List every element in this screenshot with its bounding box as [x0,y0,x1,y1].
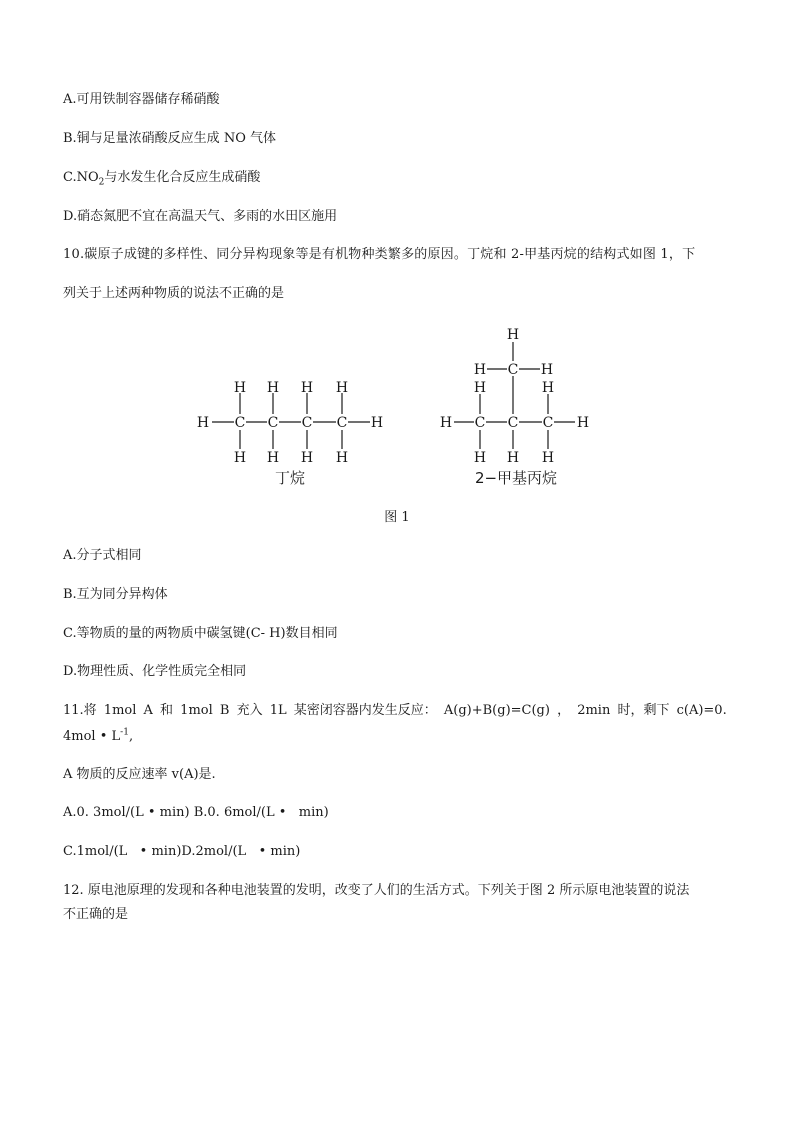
q10-option-a: A.分子式相同 [63,548,142,563]
atom-c: C [474,415,486,431]
q12-stem-line1: 12. 原电池原理的发现和各种电池装置的发明，改变了人们的生活方式。下列关于图 2 所示原电池装置的说法 [63,883,690,898]
isobutane-label: 2−甲基丙烷 [474,469,558,487]
atom-h: H [473,450,487,466]
atom-c: C [267,415,279,431]
atom-h: H [370,415,384,431]
atom-h: H [335,450,349,466]
q11-stem-line2-superscript: -1 [120,727,129,738]
atom-c: C [234,415,246,431]
atom-h: H [506,327,520,343]
q9-option-c-suffix: 与水发生化合反应生成硝酸 [104,170,261,185]
figure-1-caption: 图 1 [384,510,410,525]
atom-c: C [542,415,554,431]
atom-h: H [473,380,487,396]
q9-option-c-prefix: C.NO [63,170,99,185]
atom-h: H [335,380,349,396]
q11-stem-line3: A 物质的反应速率 v(A)是. [63,767,216,782]
atom-h: H [439,415,453,431]
atom-h: H [576,415,590,431]
q9-option-b: B.铜与足量浓硝酸反应生成 NO 气体 [63,131,276,146]
butane-atoms [197,380,383,466]
atom-h: H [233,380,247,396]
atom-c: C [336,415,348,431]
q11-options-cd: C.1mol/(L • min)D.2mol/(L • min) [63,844,301,859]
atom-h: H [196,415,210,431]
q10-option-d: D.物理性质、化学性质完全相同 [63,664,247,679]
atom-c: C [507,415,519,431]
q11-stem-line1: 11.将 1mol A 和 1mol B 充入 1L 某密闭容器内发生反应： A(g)+B(g)=C(g) ， 2min 时，剩下 c(A)=0. [63,703,727,718]
atom-h: H [506,450,520,466]
q10-stem-line2: 列关于上述两种物质的说法不正确的是 [63,286,285,301]
q11-stem-line2-text: 4mol • L [63,729,121,744]
atom-c: C [301,415,313,431]
atom-h: H [266,380,280,396]
atom-h: H [233,450,247,466]
q10-option-c: C.等物质的量的两物质中碳氢键(C- H)数目相同 [63,626,338,641]
q11-stem-line2-comma: , [128,729,134,744]
q10-option-b: B.互为同分异构体 [63,587,168,602]
atom-h: H [266,450,280,466]
structural-formula-svg [190,322,610,492]
atom-h: H [300,450,314,466]
atom-h: H [540,362,554,378]
atom-h: H [541,450,555,466]
q9-option-c [63,169,260,187]
q10-stem-line1: 10.碳原子成键的多样性、同分异构现象等是有机物种类繁多的原因。丁烷和 2-甲基丙烷的结构式如图 1，下 [63,247,696,262]
figure-1-structural-formulas [190,322,610,492]
atom-c: C [507,362,519,378]
q9-option-c-subscript: 2 [98,177,105,188]
atom-h: H [473,362,487,378]
q9-option-d: D.硝态氮肥不宜在高温天气、多雨的水田区施用 [63,209,338,224]
q12-stem-line2: 不正确的是 [63,907,129,922]
atom-h: H [300,380,314,396]
isobutane-atoms [440,327,589,466]
q9-option-a: A.可用铁制容器储存稀硝酸 [63,92,220,107]
atom-h: H [541,380,555,396]
butane-label: 丁烷 [274,469,306,487]
isobutane-bonds [454,342,575,449]
q11-options-ab: A.0. 3mol/(L • min) B.0. 6mol/(L • min) [63,805,329,820]
q11-stem-line2 [63,728,133,746]
